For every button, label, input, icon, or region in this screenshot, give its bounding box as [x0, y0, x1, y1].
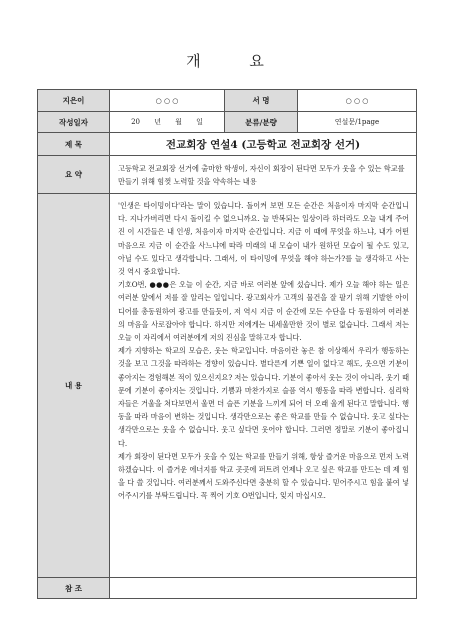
name-value: ○ ○ ○	[298, 90, 417, 112]
name-label: 서 명	[225, 90, 298, 112]
author-label: 지은이	[38, 90, 110, 112]
date-label: 작성일자	[38, 112, 110, 133]
reference-value	[110, 578, 417, 599]
summary-value: 고등학교 전교회장 선거에 출마한 학생이, 자신이 회장이 된다면 모두가 웃을 수 있는 학교를 만들기 위해 힘껏 노력할 것을 약속하는 내용	[110, 156, 417, 194]
reference-label: 참 조	[38, 578, 110, 599]
category-value: 연설문/1page	[298, 112, 417, 133]
content-row	[38, 194, 417, 578]
subject-label: 제 목	[38, 133, 110, 156]
content-paragraph: 제가 지향하는 학교의 모습은, 웃는 학교입니다. 마음이란 놓은 참 이상해서 우리가 행동하는 것을 보고 그것을 따라하는 경향이 있습니다. 별다른게 기쁜 일이 없다고 해도, 웃으면 기분이 좋아지는 경험해본 적이 있으신지요? 저는 있습니다. 기분이 좋아서 웃는 것이 아니라, 웃기 때문에 기분이 좋아지는 것입니다. 기쁨과 마찬가지로 슬픔 역시 행동을 따라 변합니다. 심리학자들은 거울을 쳐다보면서 울면 더 슬픈 기분을 느끼게 되어 더 오래 울게 된다고 말합니다. 행동을 따라 마음이 변하는 것입니다. 생각만으로는 좋은 학교를 만들 수 없습니다. 웃고 싶다는 생각만으로는 웃을 수 없습니다. 웃고 싶다면 웃어야 합니다. 그러면 정말로 기분이 좋아집니다.	[118, 346, 409, 448]
author-row	[38, 90, 417, 112]
overview-table	[37, 89, 417, 599]
content-body	[110, 194, 417, 578]
content-paragraph: 기호O번, ●●●은 오늘 이 순간, 지금 바로 여러분 앞에 섰습니다. 제가 오늘 해야 하는 일은 여러분 앞에서 저를 잘 알리는 일입니다. 광고회사가 고객의 물건을 잘 팔기 위해 기발한 아이디어를 총동원하여 광고를 만들듯이, 저 역시 지금 이 순간에 모든 수단을 다 동원하여 여러분의 마음을 사로잡아야 합니다. 하지만 저에게는 내세울만한 것이 별로 없습니다. 그래서 저는 오늘 이 자리에서 여러분에게 저의 진심을 말하고자 합니다.	[118, 280, 409, 343]
reference-row	[38, 578, 417, 599]
page-title: 개 요	[186, 52, 286, 70]
summary-label: 요 약	[38, 156, 110, 194]
content-paragraph: 제가 회장이 된다면 모두가 웃을 수 있는 학교를 만들기 위해, 항상 즐거운 마음으로 먼저 노력하겠습니다. 이 즐거운 에너지를 학교 곳곳에 퍼트려 언제나 오고 싶은 학교를 만드는 데 제 힘을 다 쓸 것입니다. 여러분께서 도와주신다면 충분히 할 수 있습니다. 믿어주시고 힘을 붙여 넣어주시기를 부탁드립니다. 꼭 찍어 기호 O번입니다, 잊지 마십시오.	[118, 451, 409, 501]
category-label: 분류/분량	[225, 112, 298, 133]
summary-row	[38, 156, 417, 194]
date-value: 20 년 월 일	[110, 112, 225, 133]
author-value: ○ ○ ○	[110, 90, 225, 112]
subject-value: 전교회장 연설4 (고등학교 전교회장 선거)	[110, 133, 417, 156]
content-label: 내 용	[38, 194, 110, 578]
content-paragraph: '인생은 타이밍이다'라는 말이 있습니다. 돌이켜 보면 모든 순간은 처음이자 마지막 순간입니다. 지나가버리면 다시 돌이킬 수 없으니까요. 늘 반복되는 일상이라 하더라도 오늘 내게 주어진 이 시간들은 내 인생, 처음이자 마지막 순간입니다. 지금 이 때에 무엇을 하느냐, 내가 어떤 마음으로 지금 이 순간을 사느냐에 따라 미래의 내 모습이 내가 원하던 모습이 될 수도 있고, 아닐 수도 있다고 생각합니다. 그래서, 이 타이밍에 무엇을 해야 하는가?를 늘 생각하고 사는 것 역시 중요합니다.	[118, 201, 409, 277]
subject-row	[38, 133, 417, 156]
date-row	[38, 112, 417, 133]
